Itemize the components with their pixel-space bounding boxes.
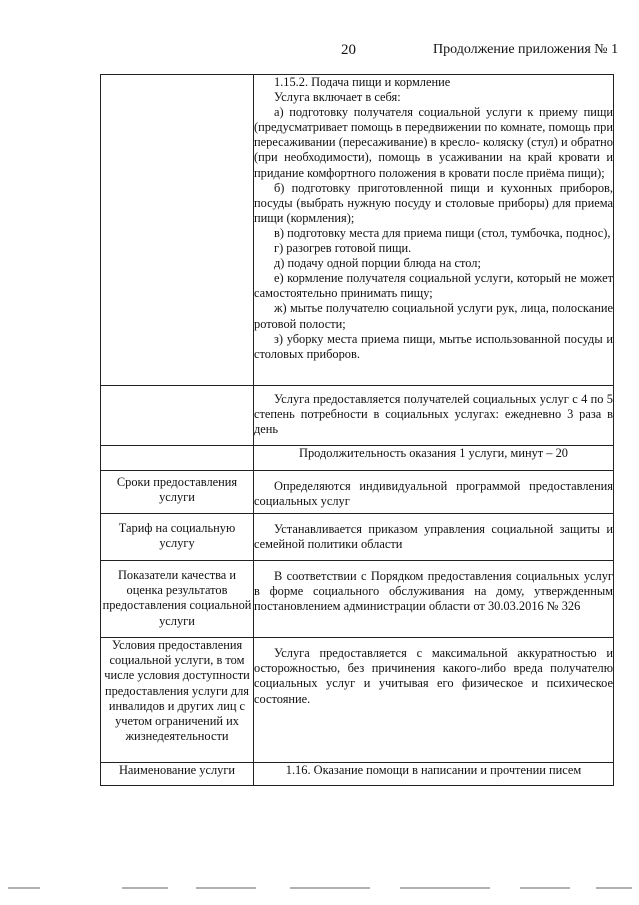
service-name-value-cell bbox=[254, 763, 614, 786]
empty-label-cell bbox=[101, 446, 254, 471]
table-row bbox=[101, 386, 614, 446]
quality-label: Показатели качества и оценка результатов предоставления социальной услуги bbox=[101, 561, 254, 638]
duration-cell bbox=[254, 446, 614, 471]
terms-value: Определяются индивидуальной программой предоставления социальных услуг bbox=[254, 479, 613, 509]
tariff-value: Устанавливается приказом управления социальной защиты и семейной политики области bbox=[254, 522, 613, 552]
terms-label: Сроки предоставления услуги bbox=[101, 471, 254, 514]
table-row bbox=[101, 638, 614, 763]
list-item: з) уборку места приема пищи, мытье использованной посуды и столовых приборов. bbox=[254, 331, 613, 361]
empty-label-cell bbox=[101, 386, 254, 446]
frequency-cell bbox=[254, 386, 614, 446]
list-item: в) подготовку места для приема пищи (стол, тумбочка, поднос), bbox=[274, 225, 611, 240]
scan-edge-marks bbox=[0, 887, 639, 891]
table-row bbox=[101, 561, 614, 638]
list-item: а) подготовку получателя социальной услуги к приему пищи (предусматривает помощь в передвижении по комнате, помощь при пересаживании (пересаживание) в кресло- коляску (стул) и обратно (при необходимости), помощь в усаживании на край кровати и придание комфортного положения в кровати после приёма пищи); bbox=[254, 105, 613, 180]
tariff-value-cell bbox=[254, 514, 614, 561]
table-row bbox=[101, 75, 614, 386]
service-heading: 1.15.2. Подача пищи и кормление bbox=[274, 75, 451, 89]
list-item: г) разогрев готовой пищи. bbox=[274, 241, 412, 256]
service-name-value: 1.16. Оказание помощи в написании и прочтении писем bbox=[285, 763, 582, 778]
service-description-cell bbox=[254, 75, 614, 386]
appendix-continuation-label: Продолжение приложения № 1 bbox=[433, 42, 619, 57]
table-row bbox=[101, 471, 614, 514]
conditions-label: Условия предоставления социальной услуги, в том числе условия доступности предоставления услуги для инвалидов и других лиц с учетом ограничений их жизнедеятельности bbox=[101, 638, 254, 763]
terms-value-cell bbox=[254, 471, 614, 514]
quality-value-cell bbox=[254, 561, 614, 638]
list-item: д) подачу одной порции блюда на стол; bbox=[274, 256, 481, 271]
service-frequency: Услуга предоставляется получателей социальных услуг с 4 по 5 степень потребности в социальных услугах: ежедневно 3 раза в день bbox=[254, 392, 613, 437]
tariff-label: Тариф на социальную услугу bbox=[101, 514, 254, 561]
list-item: б) подготовку приготовленной пищи и кухонных приборов, посуды (выбрать нужную посуду и столовые приборы) для приема пищи (кормления); bbox=[254, 180, 613, 225]
conditions-value-cell bbox=[254, 638, 614, 763]
conditions-value: Услуга предоставляется с максимальной аккуратностью и осторожностью, без причинения какого-либо вреда получателю социальных услуг и учитывая его физическое и психическое состояние. bbox=[254, 646, 613, 706]
empty-label-cell bbox=[101, 75, 254, 386]
quality-value: В соответствии с Порядком предоставления социальных услуг в форме социального обслуживания на дому, утвержденным постановлением администрации области от 30.03.2016 № 326 bbox=[254, 569, 613, 614]
table-row bbox=[101, 514, 614, 561]
service-table bbox=[100, 74, 614, 786]
table-row bbox=[101, 763, 614, 786]
service-includes-label: Услуга включает в себя: bbox=[274, 90, 401, 105]
table-row bbox=[101, 446, 614, 471]
page-number: 20 bbox=[341, 42, 356, 58]
service-duration: Продолжительность оказания 1 услуги, минут – 20 bbox=[299, 446, 568, 461]
list-item: е) кормление получателя социальной услуги, который не может самостоятельно принимать пищу; bbox=[254, 271, 613, 301]
service-name-label: Наименование услуги bbox=[101, 763, 254, 786]
list-item: ж) мытье получателю социальной услуги рук, лица, полоскание ротовой полости; bbox=[254, 301, 613, 331]
